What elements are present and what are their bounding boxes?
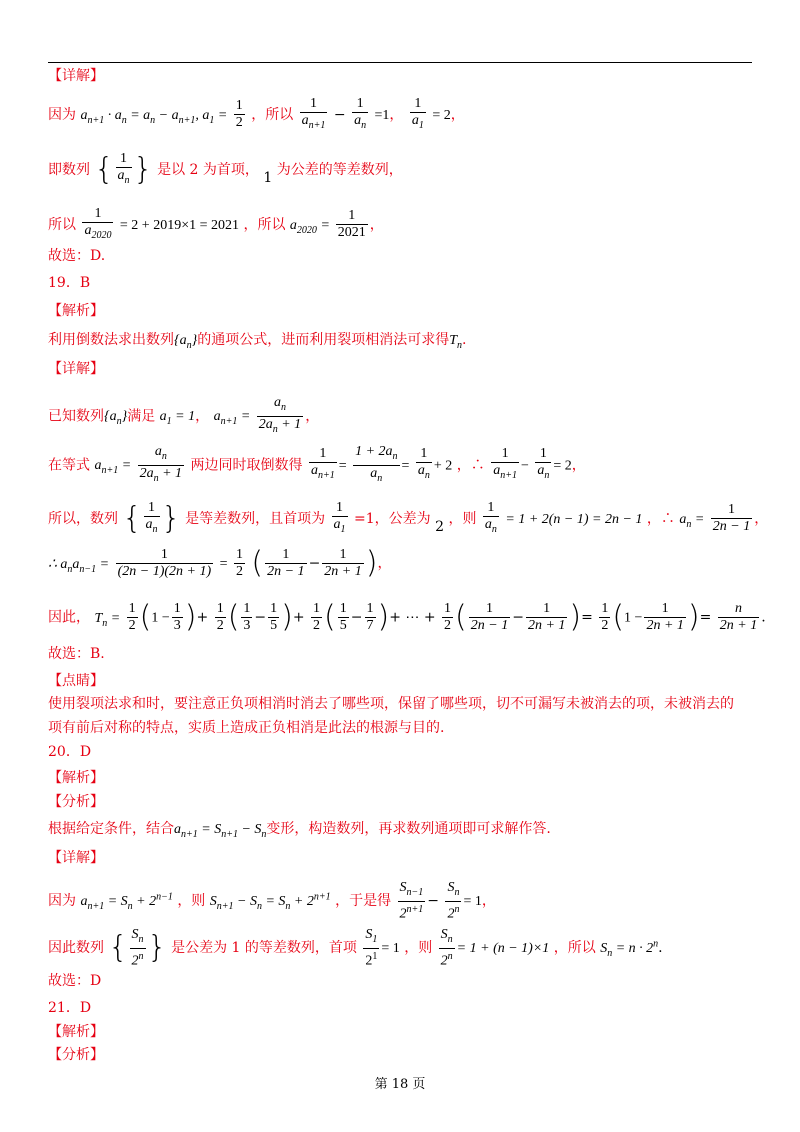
- s20-answer: 故选：D: [48, 973, 102, 989]
- s19-d3: 所以，数列 { $\frac{1}{a_n}$ } 是等差数列，且首项为 $\frac{1}{a_1}$ =1，公差为 2 ，则 $\frac{1}{a_n}$ = 1 + 2(n − 1) = 2n − 1 ，∴ $a_n$ = $\frac{1}{2n - 1}$ ，: [48, 500, 769, 536]
- s19-d2: 在等式 $a_{n+1}$ = $\frac{a_n}{2a_n + 1}$ 两边同时取倒数得 $\frac{1}{a_{n+1}}$ = $\frac{1 + 2a_n}{a_n}$ = $\frac{1}{a_n}$ + 2 ，∴ $\frac{1}{a_{n+1}}$ − $\frac{1}{a_n}$ = 2，: [48, 444, 586, 484]
- s21-number: 21．D: [48, 1000, 92, 1016]
- s19-dianjing: 【点睛】: [48, 673, 104, 689]
- page-number: 第 18 页: [374, 1077, 426, 1092]
- s18-line3: 所以 $\frac{1}{a_{2020}}$ = 2 + 2019×1 = 2021 ，所以 $a_{2020}$ = $\frac{1}{2021}$ ，: [48, 206, 384, 241]
- s19-note1: 使用裂项法求和时，要注意正负项相消时消去了哪些项，保留了哪些项，切不可漏写未被消去的项，未被消去的: [48, 696, 734, 712]
- s20-d2: 因此数列 { $\frac{S_n}{2^n}$ } 是公差为 1 的等差数列，首项 $\frac{S_1}{2^1}$ = 1 ，则 $\frac{S_n}{2^n}$ = 1 + (n − 1)×1 ，所以 $S_n = n \cdot 2^n$.: [48, 927, 663, 969]
- s20-jiexi: 【解析】: [48, 770, 104, 786]
- s19-d5: 因此， $T_n$ = $\frac{1}{2}$ (1 − $\frac{1}{3}$ )+ $\frac{1}{2}$ ( $\frac{1}{3}$ − $\frac{1}{5}$ )+ $\frac{1}{2}$ ( $\frac{1}{5}$ − $\frac{1}{7}$ )+ ⋯ + $\frac{1}{2}$ ( $\frac{1}{2n - 1}$ − $\frac{1}{2n + 1}$ )= $\frac{1}{2}$ (1 − $\frac{1}{2n + 1}$ )= $\frac{n}{2n + 1}$ .: [48, 599, 766, 635]
- s20-d1: 因为 $a_{n+1} = S_n + 2^{n-1}$ ，则 $S_{n+1} - S_n = S_n + 2^{n+1}$ ，于是得 $\frac{S_{n-1}}{2^{n+1}}$ − $\frac{S_n}{2^n}$ = 1，: [48, 880, 496, 922]
- s18-line2: 即数列 { $\frac{1}{a_n}$ } 是以 2 为首项， 1 为公差的等差数列，: [48, 151, 403, 187]
- s21-fenxi: 【分析】: [48, 1047, 104, 1063]
- s19-answer: 故选：B.: [48, 646, 105, 662]
- detail-heading: 【详解】: [48, 68, 104, 84]
- s20-fenxi: 【分析】: [48, 794, 104, 810]
- s20-hint: 根据给定条件，结合$a_{n+1} = S_{n+1} - S_n$变形，构造数列，再求数列通项即可求解作答.: [48, 821, 551, 840]
- s19-jiexi: 【解析】: [48, 303, 104, 319]
- header-rule: [48, 62, 752, 63]
- s20-number: 20．D: [48, 744, 92, 760]
- s19-d4: ∴ $a_na_{n-1}$ = $\frac{1}{(2n - 1)(2n + 1)}$ = $\frac{1}{2}$ ( $\frac{1}{2n - 1}$ − $\frac{1}{2n + 1}$ )，: [48, 545, 392, 581]
- s18-line1: 因为 $a_{n+1} \cdot a_n = a_n - a_{n+1}$, $a_1$ = $\frac{1}{2}$ ，所以 $\frac{1}{a_{n+1}}$ − $\frac{1}{a_n}$ =1， $\frac{1}{a_1}$ = 2，: [48, 96, 465, 131]
- s19-number: 19．B: [48, 275, 91, 291]
- s18-answer: 故选：D.: [48, 248, 106, 264]
- s19-d1: 已知数列$\{a_n\}$满足 $a_1 = 1$， $a_{n+1}$ = $\frac{a_n}{2a_n + 1}$ ，: [48, 395, 320, 435]
- s20-detail: 【详解】: [48, 850, 104, 866]
- s19-detail: 【详解】: [48, 361, 104, 377]
- s19-hint: 利用倒数法求出数列$\{a_n\}$的通项公式，进而利用裂项相消法可求得$T_n$.: [48, 332, 467, 351]
- s21-jiexi: 【解析】: [48, 1024, 104, 1040]
- s19-note2: 项有前后对称的特点，实质上造成正负相消是此法的根源与目的.: [48, 720, 445, 736]
